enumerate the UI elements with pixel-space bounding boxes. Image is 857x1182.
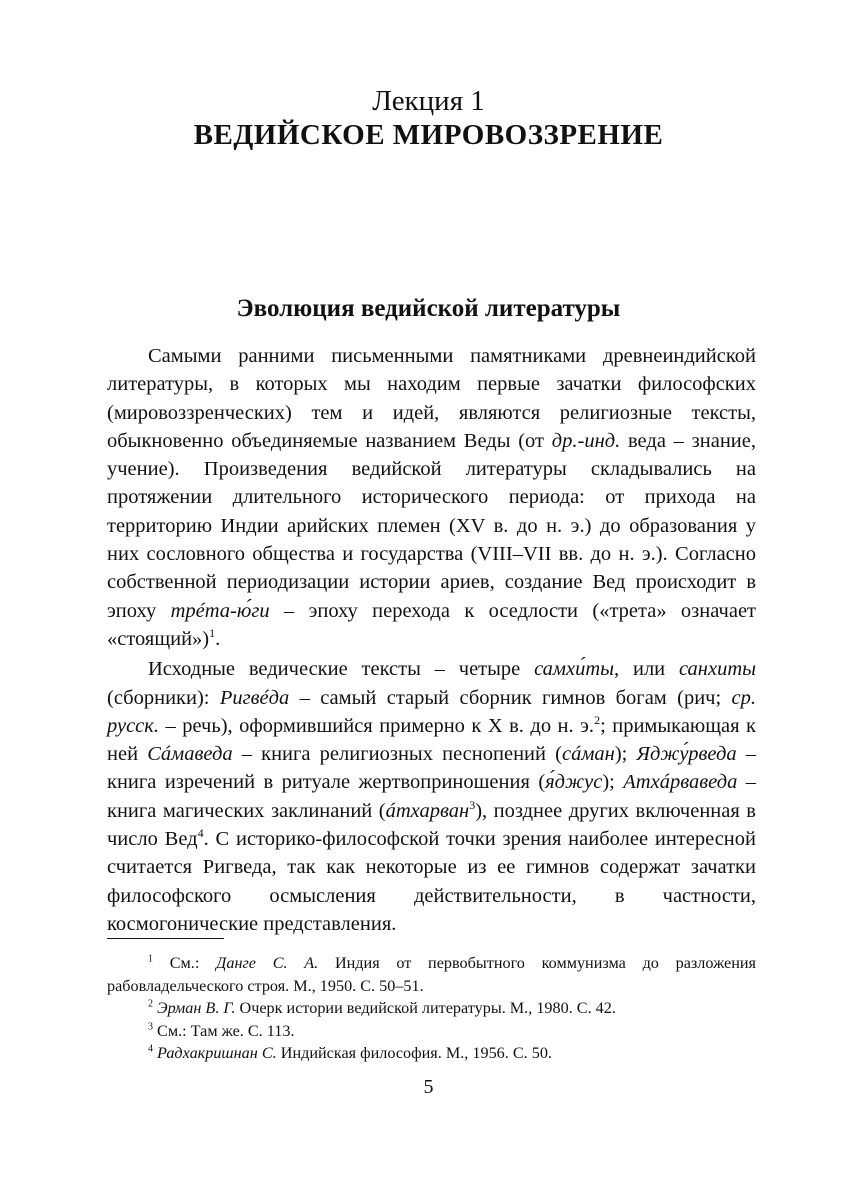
footnote-ref[interactable]: 2 (594, 713, 601, 728)
footnote-ref[interactable]: 1 (209, 626, 216, 641)
footnote: $^1$ См.: Данге С. А. Индия от первобытного коммунизма до разложения рабовладельческого строя. М., 1950. С. 50–51. (107, 953, 757, 995)
footnote-separator (107, 938, 224, 939)
footnote-ref[interactable]: 3 (469, 797, 476, 812)
footnote-ref[interactable]: 4 (197, 826, 204, 841)
footnotes (107, 952, 756, 1065)
footnote: $^4$ Радхакришнан С. Индийская философия. М., 1956. С. 50. (148, 1043, 552, 1062)
footnote: $^2$ Эрман В. Г. Очерк истории ведийской литературы. М., 1980. С. 42. (148, 998, 616, 1017)
section-title: Эволюция ведийской литературы (236, 295, 621, 322)
body-text (107, 342, 756, 938)
paragraph: Самыми ранними письменными памятниками древнеиндийской литературы, в которых мы находим первые зачатки философских (мировоззренческих) тем и идей, являются религиозные тексты, обыкновенно объединяемые названием Веды (от др.-инд. веда – знание, учение). Произведения ведийской литературы складывались на протяжении длительного исторического периода: от прихода на территорию Индии арийских племен (XV в. до н. э.) до образования у них сословного общества и государства (VIII–VII вв. до н. э.). Согласно собственной периодизации истории ариев, создание Вед происходит в эпоху трéта-ю́ги – эпоху перехода к оседлости («трета» означает «стоящий»)$^1$. (107, 345, 756, 650)
paragraph: Исходные ведические тексты – четыре самхи́ты, или санхиты (сборники): Ригвéда – самый старый сборник гимнов богам (рич; ср. русск. – речь), оформившийся примерно к X в. до н. э.$^2$; примыкающая к ней Сáмаведа – книга религиозных песнопений (сáман); Яджу́рведа – книга изречений в ритуале жертвоприношения (я́джус); Атхáрваведа – книга магических заклинаний (áтхарван$^3$), позднее других включенная в число Вед$^4$. С историко-философской точки зрения наиболее интересной считается Ригведа, так как некоторые из ее гимнов содержат зачатки философского осмысления действительности, в частности, космогонические представления. (107, 658, 757, 935)
lecture-title: ВЕДИЙСКОЕ МИРОВОЗЗРЕНИЕ (193, 119, 664, 151)
footnote: $^3$ См.: Там же. С. 113. (148, 1021, 295, 1040)
lecture-number: Лекция 1 (372, 85, 485, 117)
page-number: 5 (423, 1076, 434, 1098)
